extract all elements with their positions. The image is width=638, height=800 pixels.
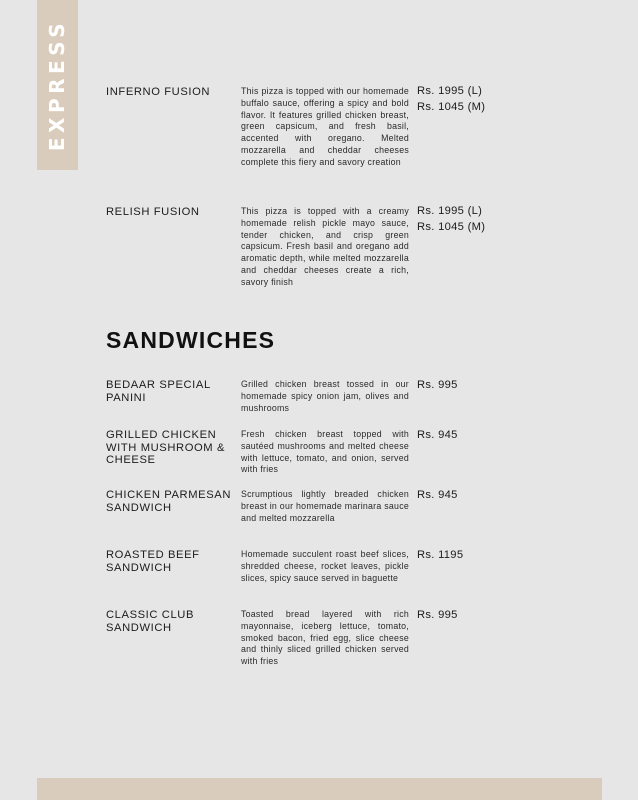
item-price: Rs. 1195	[417, 549, 464, 561]
item-name: CLASSIC CLUB SANDWICH	[106, 609, 195, 634]
item-name: BEDAAR SPECIAL PANINI	[106, 379, 211, 404]
item-price: Rs. 995	[417, 609, 458, 621]
item-description: Fresh chicken breast topped with sautéed mushrooms and melted cheese with lettuce, tomato, and onion, served with fries	[241, 429, 409, 475]
section-title-sandwiches: SANDWICHES	[106, 327, 276, 353]
item-prices	[417, 83, 485, 115]
item-name: GRILLED CHICKEN WITH MUSHROOM & CHEESE	[106, 429, 226, 466]
item-description: This pizza is topped with a creamy homemade relish pickle mayo sauce, tender chicken, and crisp green capsicum. Fresh basil and oregano add aromatic depth, while melted mozzarella and cheddar cheeses create a rich, savory finish	[241, 206, 409, 287]
item-price: Rs. 945	[417, 429, 458, 441]
price-medium: Rs. 1045 (M)	[417, 221, 486, 233]
item-prices	[417, 203, 485, 235]
item-name: CHICKEN PARMESAN SANDWICH	[106, 489, 232, 514]
item-name: INFERNO FUSION	[106, 86, 211, 98]
express-tab	[37, 0, 78, 170]
item-description: Grilled chicken breast tossed in our homemade spicy onion jam, olives and mushrooms	[241, 379, 409, 413]
item-description: This pizza is topped with our homemade buffalo sauce, offering a spicy and bold flavor. It features grilled chicken breast, green capsicum, and fresh basil, accented with oregano. Melted mozzarella and cheddar cheeses complete this fiery and savory creation	[241, 86, 409, 167]
price-medium: Rs. 1045 (M)	[417, 101, 486, 113]
item-price: Rs. 995	[417, 379, 458, 391]
bottom-accent-bar	[37, 778, 602, 800]
item-description: Scrumptious lightly breaded chicken breast in our homemade marinara sauce and melted mozzarella	[241, 489, 409, 523]
item-description: Toasted bread layered with rich mayonnaise, iceberg lettuce, tomato, smoked bacon, fried egg, slice cheese and thinly sliced grilled chicken served with fries	[241, 609, 409, 667]
item-name: RELISH FUSION	[106, 206, 200, 218]
item-description: Homemade succulent roast beef slices, shredded cheese, rocket leaves, pickle slices, spicy sauce served in baguette	[241, 549, 409, 583]
price-large: Rs. 1995 (L)	[417, 85, 483, 97]
item-name: ROASTED BEEF SANDWICH	[106, 549, 200, 574]
price-large: Rs. 1995 (L)	[417, 205, 483, 217]
express-tab-label: EXPRESS	[45, 18, 69, 152]
item-price: Rs. 945	[417, 489, 458, 501]
